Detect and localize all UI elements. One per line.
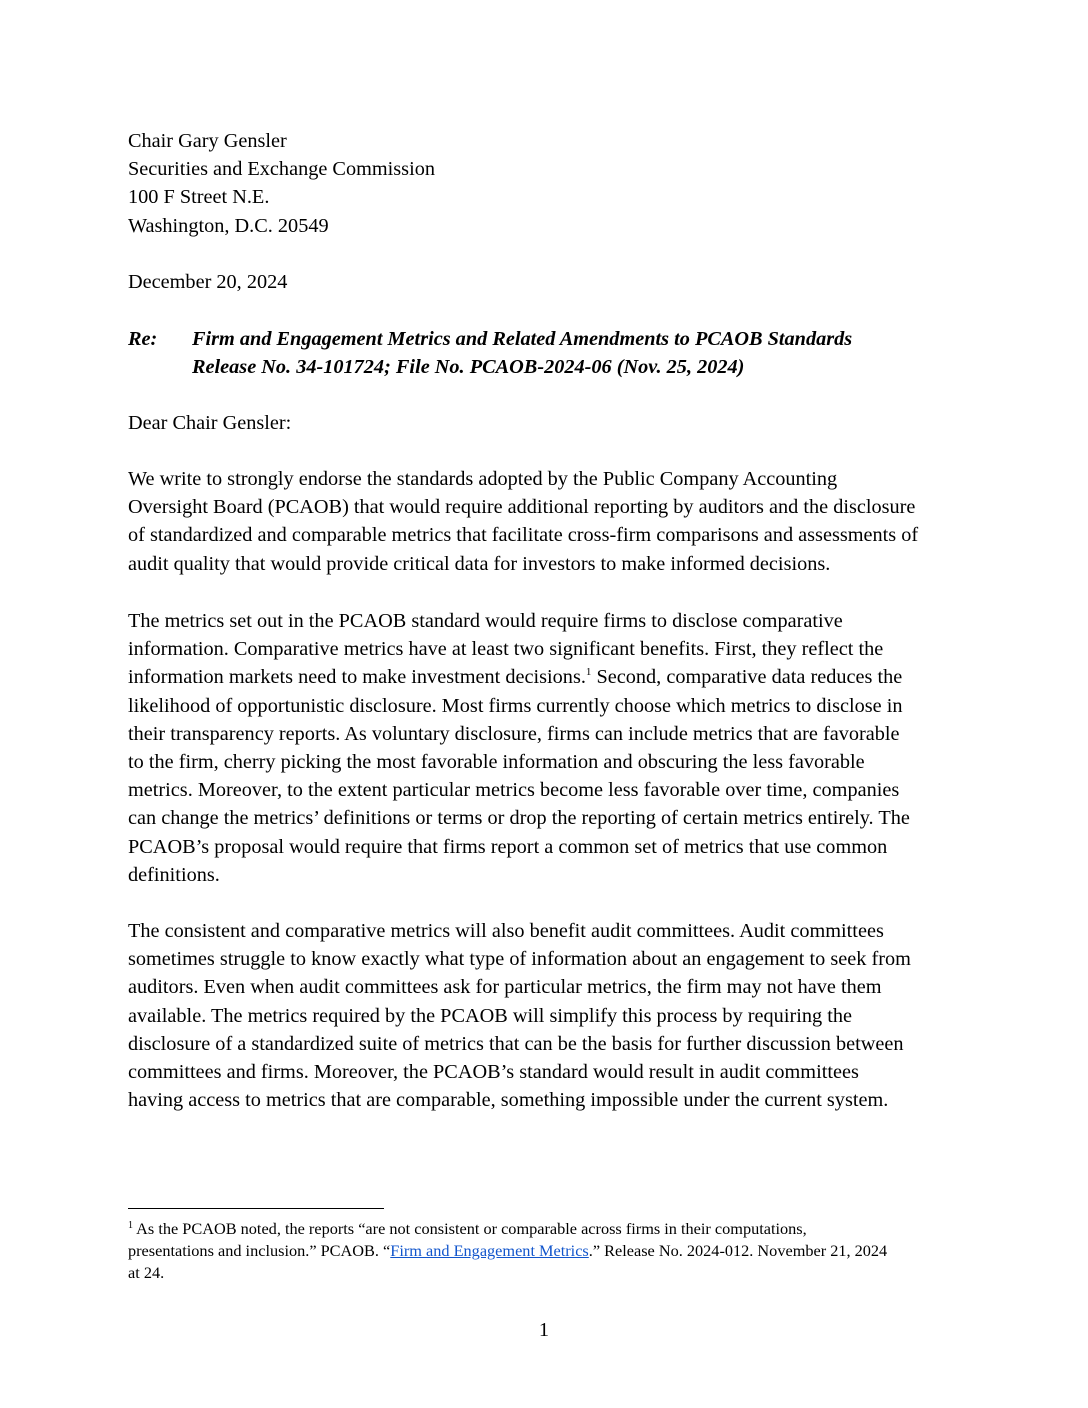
paragraph-line: their transparency reports. As voluntary disclosure, firms can include metrics that are favorable <box>128 722 900 745</box>
footnote-line: at 24. <box>128 1263 165 1282</box>
page-number: 1 <box>538 1319 550 1341</box>
paragraph-line: auditors. Even when audit committees ask for particular metrics, the firm may not have them <box>128 976 882 999</box>
paragraph-line <box>128 663 968 691</box>
paragraph-line: audit quality that would provide critical data for investors to make informed decisions. <box>128 552 831 575</box>
recipient-address <box>128 127 968 240</box>
paragraph-line: of standardized and comparable metrics that facilitate cross-firm comparisons and assessments of <box>128 524 919 547</box>
paragraph-line: Oversight Board (PCAOB) that would require additional reporting by auditors and the disclosure <box>128 496 916 519</box>
date-text: December 20, 2024 <box>128 271 288 293</box>
recipient-line: 100 F Street N.E. <box>128 186 270 209</box>
paragraph-line: committees and firms. Moreover, the PCAOB’s standard would result in audit committees <box>128 1060 859 1083</box>
paragraph-line: sometimes struggle to know exactly what type of information about an engagement to seek from <box>128 948 911 971</box>
paragraph-2 <box>128 607 968 889</box>
paragraph-line: having access to metrics that are comparable, something impossible under the current system. <box>128 1089 889 1112</box>
paragraph-line: can change the metrics’ definitions or terms or drop the reporting of certain metrics entirely. The <box>128 807 910 830</box>
paragraph-text: information markets need to make investment decisions. <box>128 666 586 689</box>
footnote-text: As the PCAOB noted, the reports “are not consistent or comparable across firms in their computations, <box>133 1219 807 1238</box>
subject-label: Re: <box>128 328 158 350</box>
paragraph-line: available. The metrics required by the PCAOB will simplify this process by requiring the <box>128 1004 852 1027</box>
paragraph-line: disclosure of a standardized suite of metrics that can be the basis for further discussion between <box>128 1032 904 1055</box>
recipient-line: Chair Gary Gensler <box>128 130 287 152</box>
recipient-line: Securities and Exchange Commission <box>128 158 435 181</box>
footnote-number: 1 <box>128 1220 133 1231</box>
paragraph-line: information. Comparative metrics have at least two significant benefits. First, they reflect the <box>128 638 884 661</box>
salutation <box>128 409 968 437</box>
footnote-reference[interactable]: 1 <box>585 666 592 679</box>
footnote-link[interactable]: Firm and Engagement Metrics <box>390 1241 589 1260</box>
paragraph-line: definitions. <box>128 863 220 886</box>
paragraph-line: We write to strongly endorse the standards adopted by the Public Company Accounting <box>128 468 838 490</box>
subject-line: Firm and Engagement Metrics and Related Amendments to PCAOB Standards <box>192 328 853 350</box>
footnote-text: presentations and inclusion.” PCAOB. “ <box>128 1241 391 1260</box>
paragraph-line: The consistent and comparative metrics will also benefit audit committees. Audit committees <box>128 920 884 942</box>
footnote-line <box>128 1218 968 1240</box>
paragraph-1 <box>128 465 968 578</box>
subject-text <box>192 325 852 381</box>
subject-line: Release No. 34-101724; File No. PCAOB-2024-06 (Nov. 25, 2024) <box>192 356 745 379</box>
paragraph-line: metrics. Moreover, to the extent particular metrics become less favorable over time, companies <box>128 779 900 802</box>
paragraph-line: The metrics set out in the PCAOB standard would require firms to disclose comparative <box>128 610 843 632</box>
paragraph-line: PCAOB’s proposal would require that firms report a common set of metrics that use common <box>128 835 888 858</box>
letter-date <box>128 268 968 296</box>
footnote <box>128 1218 968 1284</box>
salutation-text: Dear Chair Gensler: <box>128 412 292 434</box>
footnote-separator <box>128 1208 384 1209</box>
paragraph-line: to the firm, cherry picking the most favorable information and obscuring the less favorable <box>128 750 865 773</box>
footnote-text: .” Release No. 2024-012. November 21, 2024 <box>588 1241 888 1260</box>
paragraph-text: Second, comparative data reduces the <box>591 666 903 689</box>
paragraph-3 <box>128 917 968 1114</box>
paragraph-line: likelihood of opportunistic disclosure. Most firms currently choose which metrics to disclose in <box>128 694 903 717</box>
recipient-line: Washington, D.C. 20549 <box>128 214 329 237</box>
footnote-line <box>128 1240 968 1262</box>
